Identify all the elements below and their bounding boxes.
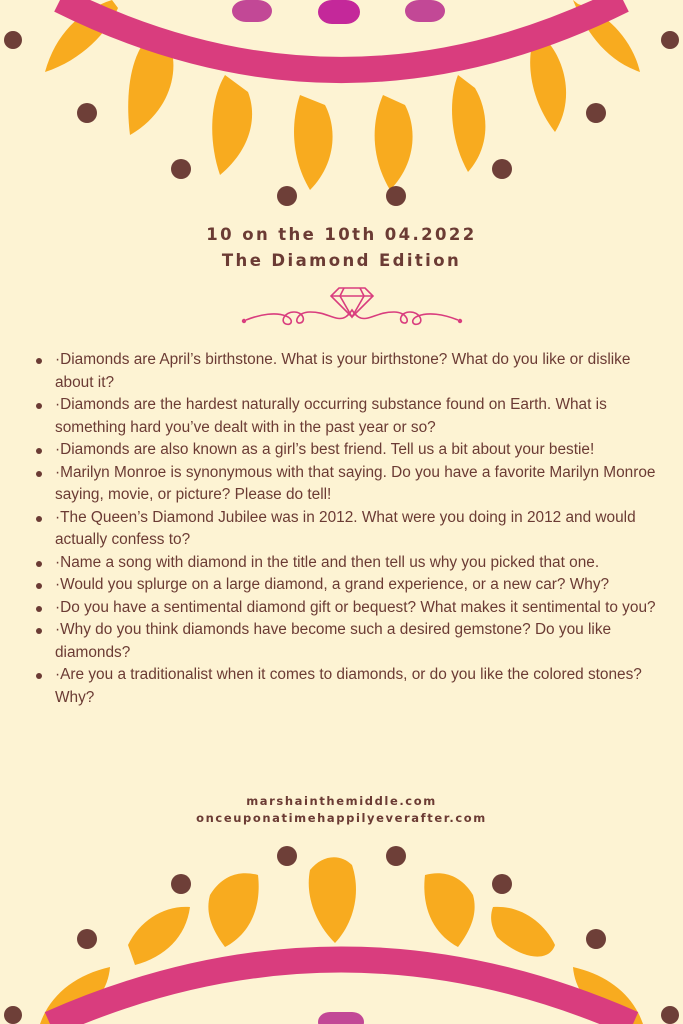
prompt-text: ·Are you a traditionalist when it comes to diamonds, or do you like the colored stones? Why? bbox=[55, 666, 642, 706]
bullet-icon bbox=[36, 471, 42, 477]
website-marshainthemiddle: marshainthemiddle.com bbox=[246, 794, 437, 808]
list-item bbox=[0, 349, 683, 394]
prompt-text: ·Diamonds are also known as a girl’s best friend. Tell us a bit about your bestie! bbox=[55, 441, 595, 458]
prompt-list bbox=[0, 349, 683, 709]
list-item bbox=[0, 552, 683, 575]
list-item bbox=[0, 574, 683, 597]
prompt-text: ·Diamonds are April’s birthstone. What is your birthstone? What do you like or dislike about it? bbox=[55, 351, 631, 391]
prompt-text: ·Why do you think diamonds have become such a desired gemstone? Do you like diamonds? bbox=[55, 621, 612, 661]
bullet-icon bbox=[36, 583, 42, 589]
prompt-text: ·Name a song with diamond in the title and then tell us why you picked that one. bbox=[55, 553, 600, 571]
bullet-icon bbox=[36, 403, 42, 409]
list-item bbox=[0, 394, 683, 439]
title-block bbox=[0, 222, 683, 274]
bullet-icon bbox=[36, 673, 42, 679]
list-item bbox=[0, 462, 683, 507]
website-onceuponatime: onceuponatimehappilyeverafter.com bbox=[196, 811, 487, 825]
footer-websites bbox=[0, 793, 683, 827]
prompt-text: ·Would you splurge on a large diamond, a grand experience, or a new car? Why? bbox=[55, 576, 610, 593]
bullet-icon bbox=[36, 448, 42, 454]
bottom-mandala-decoration bbox=[0, 835, 683, 1024]
bullet-icon bbox=[36, 358, 42, 364]
bullet-icon bbox=[36, 606, 42, 612]
list-item bbox=[0, 597, 683, 620]
list-item bbox=[0, 619, 683, 664]
diamond-icon bbox=[331, 288, 373, 317]
title-edition: The Diamond Edition bbox=[221, 251, 462, 270]
bullet-icon bbox=[36, 516, 42, 522]
list-item bbox=[0, 664, 683, 709]
prompt-text: ·Diamonds are the hardest naturally occurring substance found on Earth. What is something hard you’ve dealt with in the past year or so? bbox=[55, 396, 607, 436]
prompt-text: ·Do you have a sentimental diamond gift or bequest? What makes it sentimental to you? bbox=[55, 598, 656, 616]
title-date: 10 on the 10th 04.2022 bbox=[206, 225, 477, 244]
list-item bbox=[0, 507, 683, 552]
prompt-text: ·Marilyn Monroe is synonymous with that saying. Do you have a favorite Marilyn Monroe saying, movie, or picture? Please do tell! bbox=[55, 463, 656, 503]
diamond-ornament-divider bbox=[236, 284, 468, 330]
bullet-icon bbox=[36, 628, 42, 634]
bullet-icon bbox=[36, 561, 42, 567]
list-item bbox=[0, 439, 683, 462]
prompt-text: ·The Queen’s Diamond Jubilee was in 2012. What were you doing in 2012 and would actually confess to? bbox=[55, 508, 636, 548]
top-mandala-decoration bbox=[0, 0, 683, 215]
